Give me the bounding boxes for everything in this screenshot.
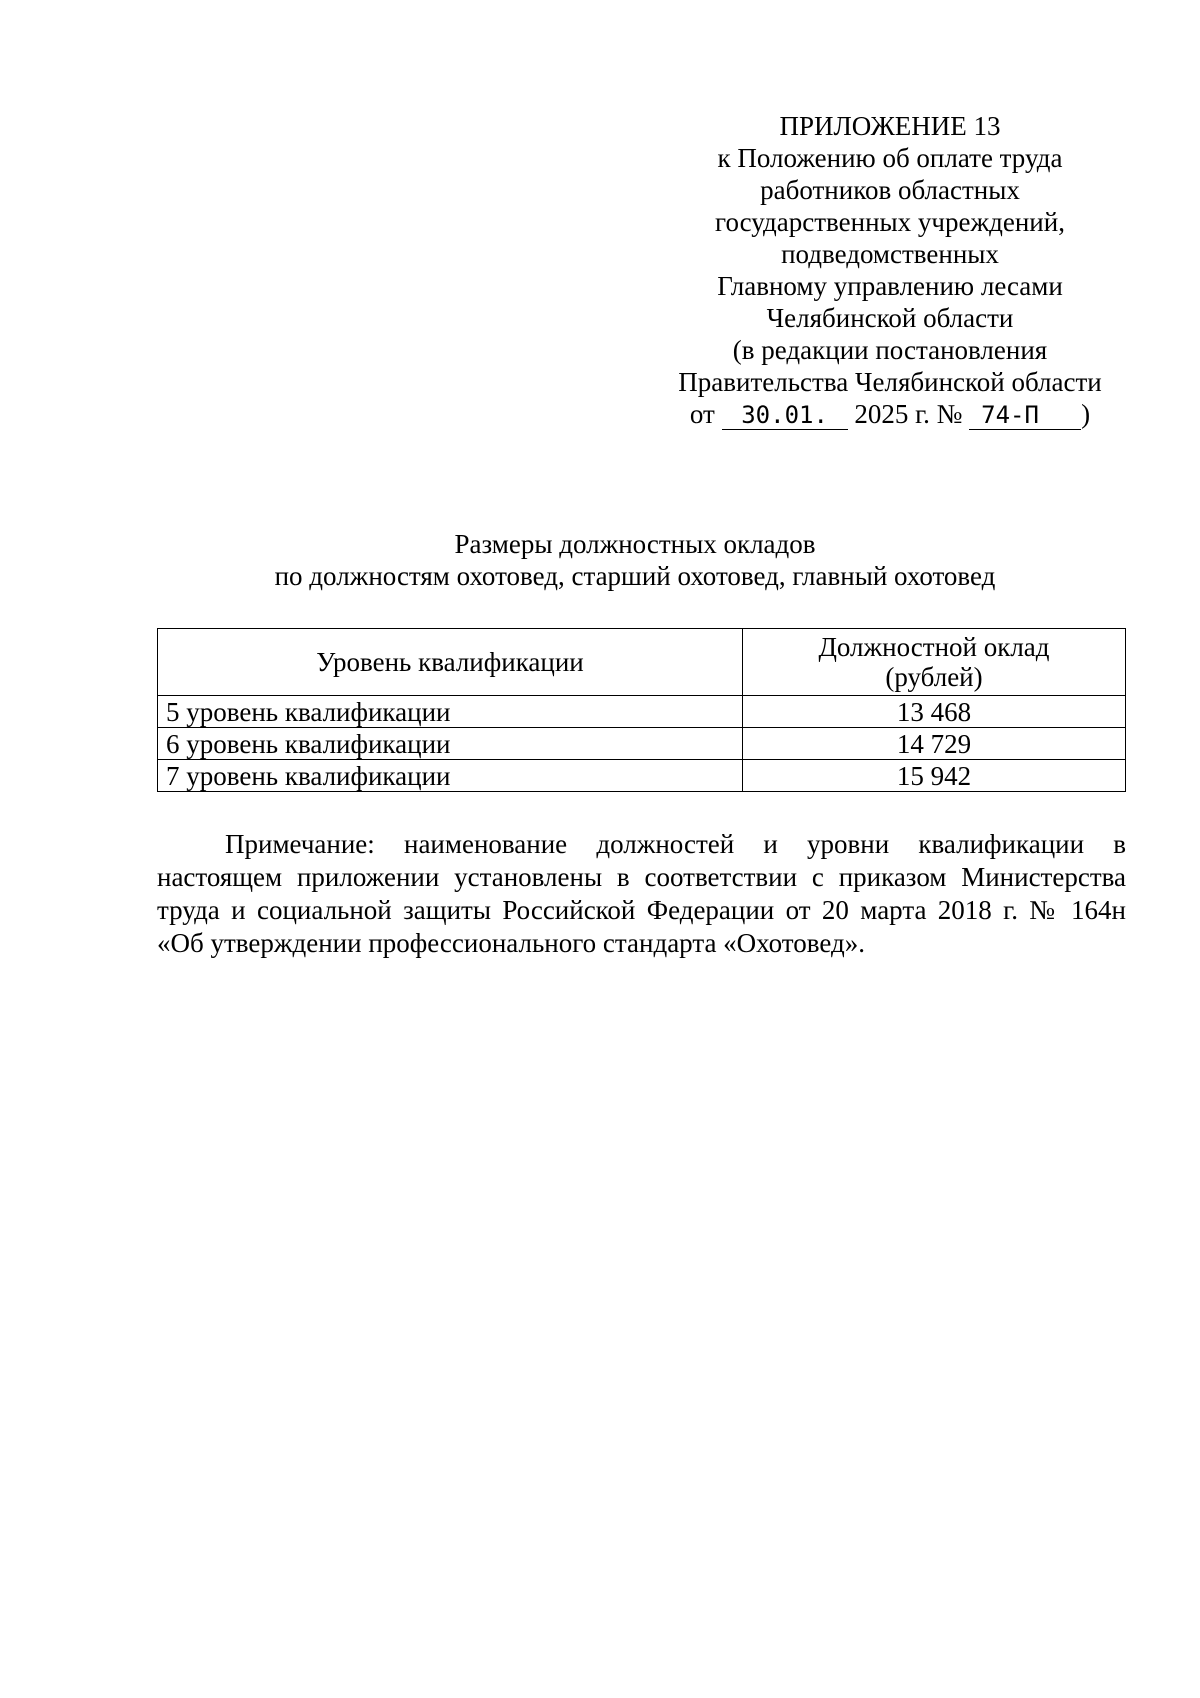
heading-line-2: по должностям охотовед, старший охотовед, главный охотовед xyxy=(274,561,996,591)
resolution-date-line xyxy=(660,398,1120,430)
appendix-block xyxy=(660,110,1120,430)
appendix-line: работников областных xyxy=(760,175,1020,205)
appendix-line: (в редакции постановления xyxy=(732,335,1048,365)
table-row xyxy=(158,760,1126,792)
note-line: труда и социальной защиты Российской Федерации от 20 марта 2018 г. № 164н xyxy=(157,895,1126,925)
table-row xyxy=(158,696,1126,728)
salary-table xyxy=(157,628,1126,792)
note-paragraph xyxy=(157,828,1126,960)
appendix-line: Челябинской области xyxy=(766,303,1014,333)
table-row xyxy=(158,728,1126,760)
cell-level: 5 уровень квалификации xyxy=(158,696,743,728)
from-label: от xyxy=(689,399,715,429)
table-heading xyxy=(150,528,1120,592)
header-salary-line-1: Должностной оклад xyxy=(818,632,1050,662)
resolution-date: 30.01. xyxy=(722,401,848,430)
note-line: настоящем приложении установлены в соответствии с приказом Министерства xyxy=(157,862,1126,892)
year-label: 2025 г. № xyxy=(854,399,963,429)
cell-level: 7 уровень квалификации xyxy=(158,760,743,792)
cell-salary: 14 729 xyxy=(743,728,1126,760)
appendix-line: подведомственных xyxy=(781,239,999,269)
header-salary xyxy=(743,629,1126,696)
heading-line-1: Размеры должностных окладов xyxy=(454,529,816,559)
appendix-line: Правительства Челябинской области xyxy=(678,367,1102,397)
cell-salary: 13 468 xyxy=(743,696,1126,728)
note-line: Примечание: наименование должностей и уровни квалификации в xyxy=(225,829,1126,859)
appendix-line: Главному управлению лесами xyxy=(717,271,1063,301)
header-level: Уровень квалификации xyxy=(158,629,743,696)
appendix-title: ПРИЛОЖЕНИЕ 13 xyxy=(779,111,1001,141)
note-line: «Об утверждении профессионального стандарта «Охотовед». xyxy=(157,928,865,958)
appendix-line: государственных учреждений, xyxy=(715,207,1065,237)
table-header-row xyxy=(158,629,1126,696)
cell-salary: 15 942 xyxy=(743,760,1126,792)
resolution-number: 74-П xyxy=(969,401,1081,430)
cell-level: 6 уровень квалификации xyxy=(158,728,743,760)
appendix-line: к Положению об оплате труда xyxy=(717,143,1063,173)
close-paren: ) xyxy=(1081,399,1091,429)
header-salary-line-2: (рублей) xyxy=(885,662,983,692)
